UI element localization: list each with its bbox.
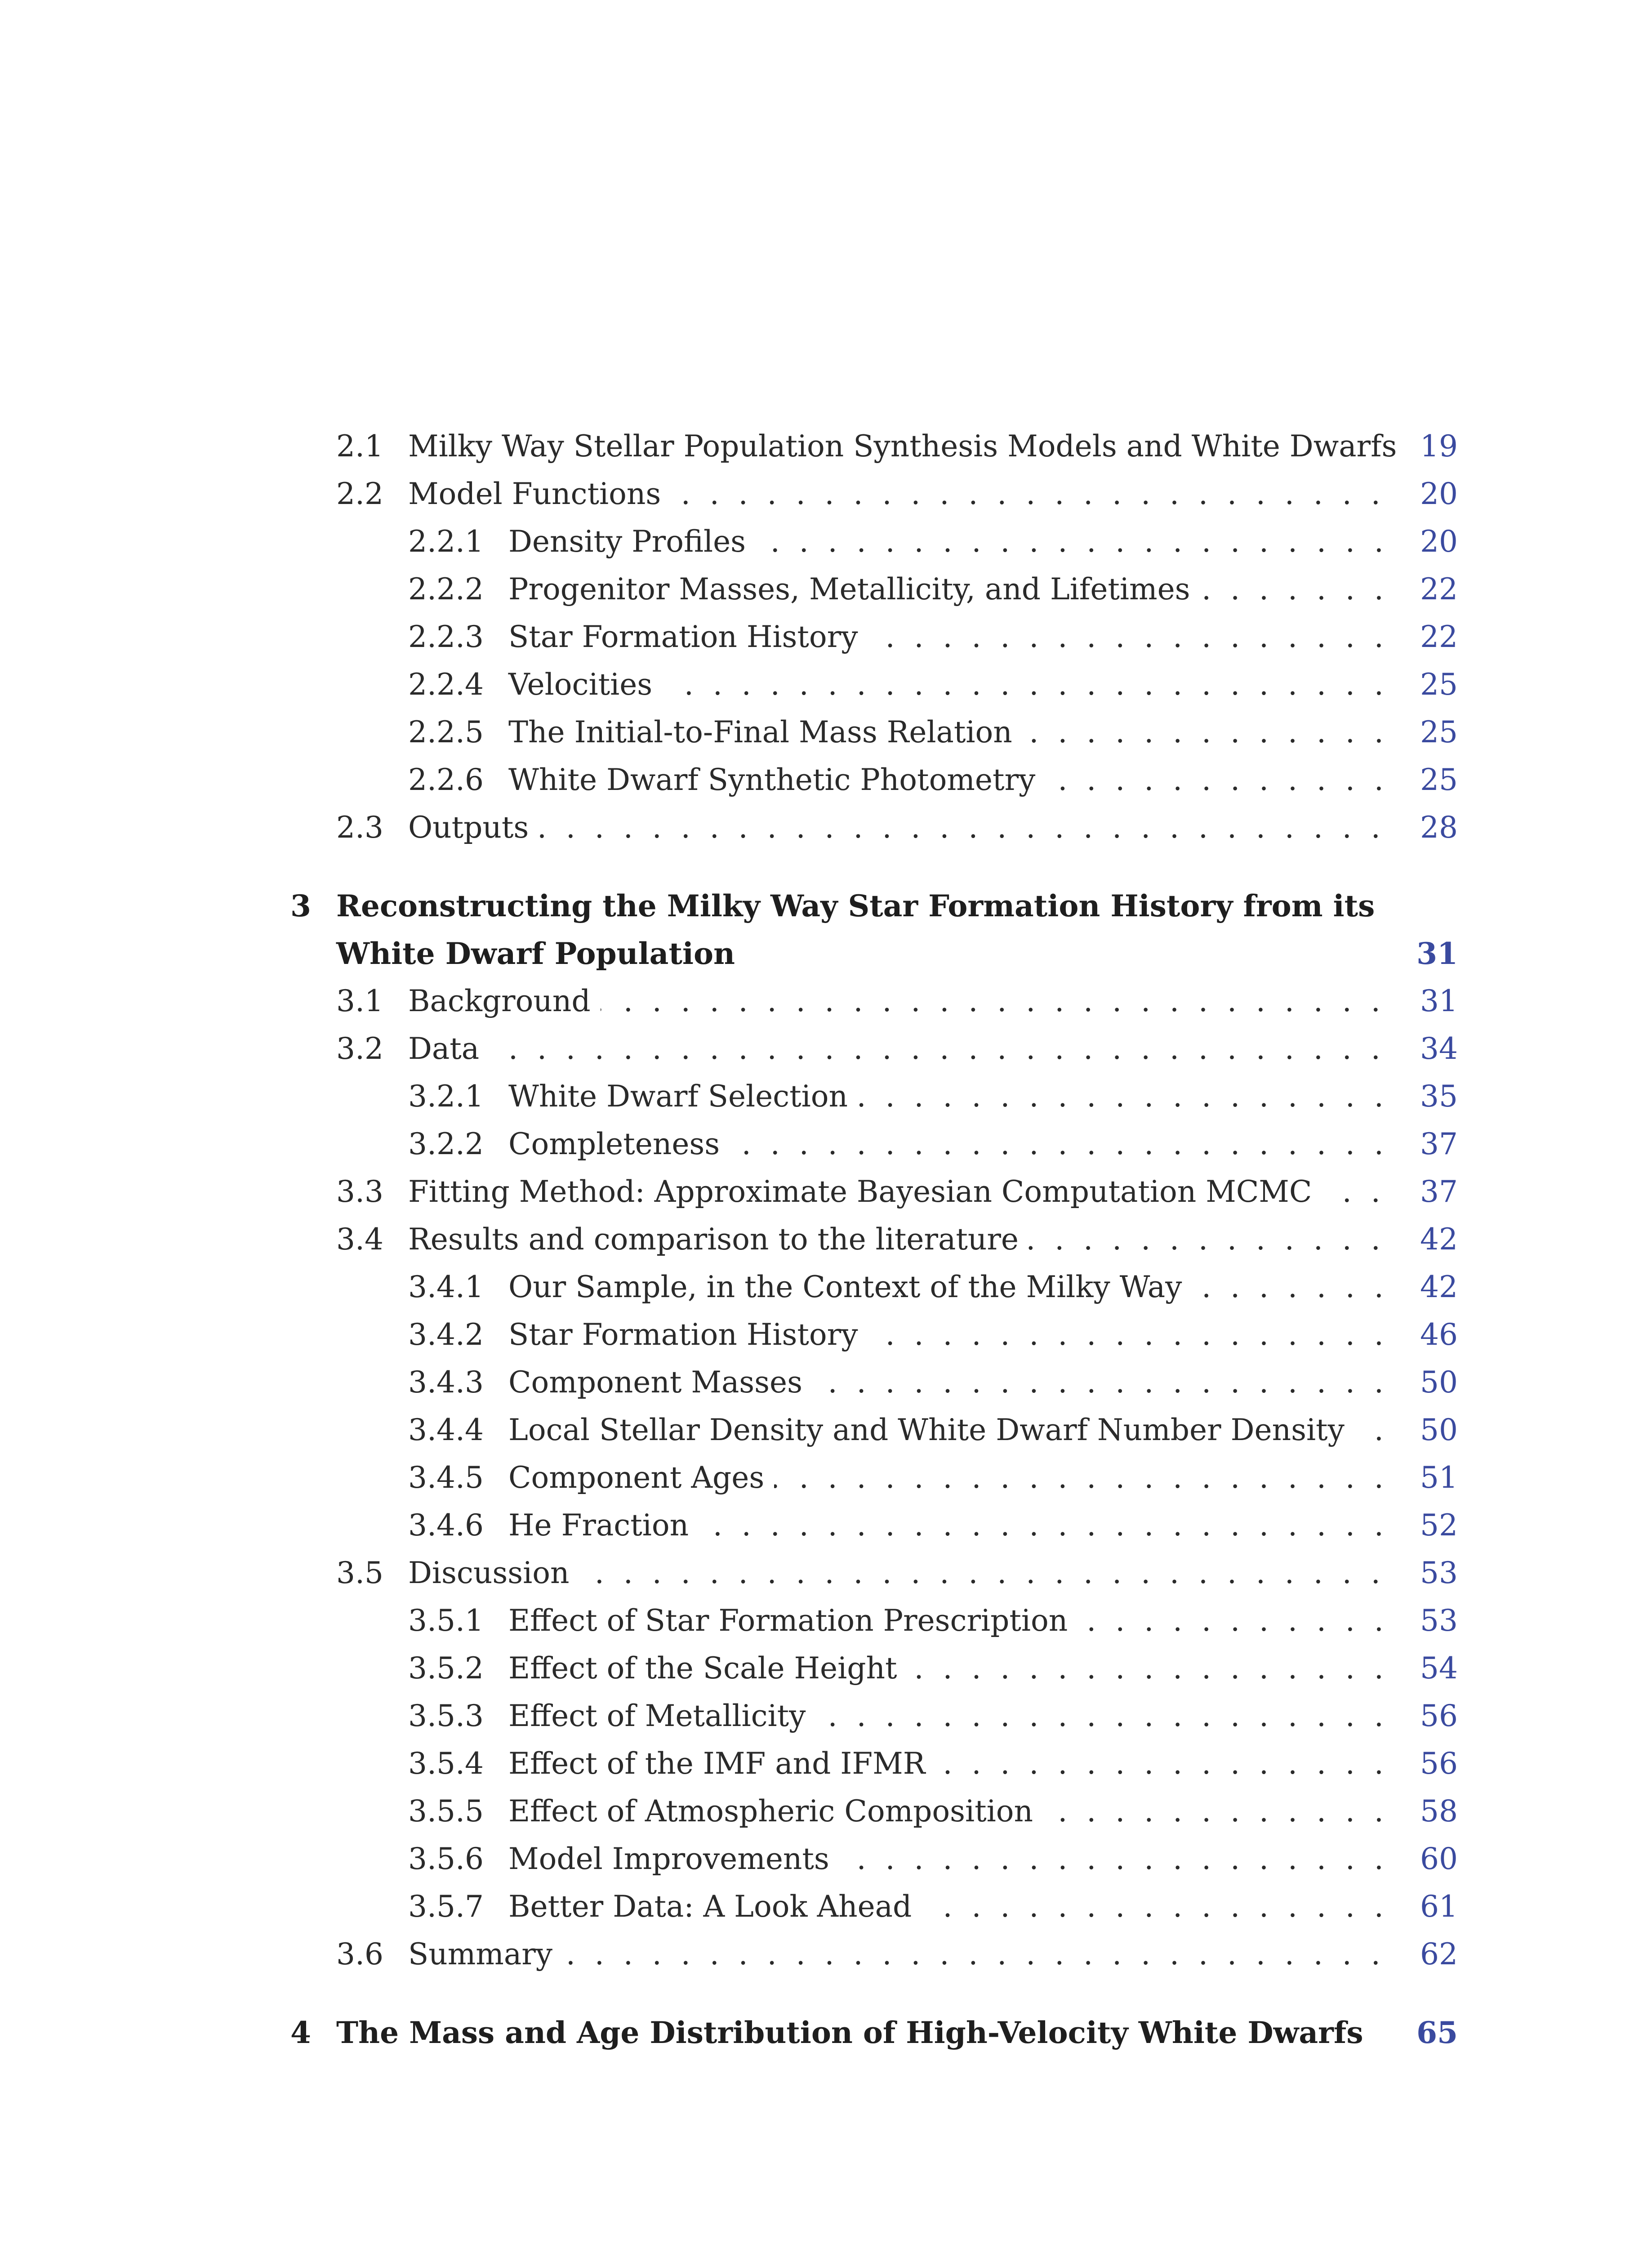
toc-page-link[interactable]: 61 [1420, 1889, 1458, 1924]
toc-section-title: Discussion [408, 1549, 579, 1597]
toc-entry-3-5[interactable] [0, 1549, 1652, 1597]
toc-section-number: 2.2.5 [408, 715, 484, 749]
toc-section-number: 3.4.2 [408, 1317, 484, 1352]
toc-entry-2-3[interactable] [0, 804, 1652, 852]
toc-section-title: Local Stellar Density and White Dwarf Number Density [508, 1406, 1354, 1454]
toc-section-title: Background [408, 977, 601, 1025]
toc-section-number: 3.2.1 [408, 1079, 484, 1114]
toc-page-link[interactable]: 37 [1420, 1174, 1458, 1209]
toc-page-link[interactable]: 56 [1420, 1746, 1458, 1781]
toc-section-title: Component Masses [508, 1359, 812, 1406]
toc-page-link[interactable]: 62 [1420, 1937, 1458, 1971]
toc-entry-2-2-6[interactable] [0, 756, 1652, 804]
toc-entry-3-4-4[interactable] [0, 1406, 1652, 1454]
toc-page-link[interactable]: 31 [1420, 984, 1458, 1018]
toc-section-number: 2.3 [336, 810, 383, 845]
toc-section-number: 3.2 [336, 1031, 383, 1066]
toc-page-link[interactable]: 54 [1420, 1651, 1458, 1686]
toc-section-number: 3.5.6 [408, 1842, 484, 1876]
toc-page-link[interactable]: 20 [1420, 477, 1458, 511]
toc-section-title: He Fraction [508, 1502, 699, 1549]
toc-chapter-title: Reconstructing the Milky Way Star Formation History from its [336, 888, 1375, 923]
toc-page-link[interactable]: 56 [1420, 1699, 1458, 1733]
toc-section-number: 3.5.4 [408, 1746, 484, 1781]
toc-entry-3-5-6[interactable] [0, 1835, 1652, 1883]
toc-section-title: Model Functions [408, 470, 671, 518]
toc-section-title: The Initial-to-Final Mass Relation [508, 709, 1022, 756]
toc-section-number: 3.5 [336, 1556, 383, 1590]
toc-page-link[interactable]: 42 [1420, 1270, 1458, 1304]
toc-page-link[interactable]: 58 [1420, 1794, 1458, 1829]
toc-section-title: Outputs [408, 804, 539, 852]
toc-section-title: Model Improvements [508, 1835, 839, 1883]
toc-entry-2-2-1[interactable] [0, 518, 1652, 566]
toc-entry-3-3[interactable] [0, 1168, 1652, 1216]
toc-entry-3-2-2[interactable] [0, 1120, 1652, 1168]
toc-page-link[interactable]: 42 [1420, 1222, 1458, 1257]
toc-section-number: 3.5.2 [408, 1651, 484, 1686]
toc-page-link[interactable]: 19 [1420, 429, 1458, 464]
toc-page-link[interactable]: 51 [1420, 1460, 1458, 1495]
toc-chapter-number: 3 [290, 888, 311, 923]
toc-section-title: Better Data: A Look Ahead [508, 1883, 922, 1931]
toc-section-number: 3.4.3 [408, 1365, 484, 1400]
toc-page-link[interactable]: 34 [1420, 1031, 1458, 1066]
toc-section-title: Fitting Method: Approximate Bayesian Computation MCMC [408, 1168, 1322, 1216]
toc-page-link[interactable]: 50 [1420, 1365, 1458, 1400]
toc-page-link[interactable]: 52 [1420, 1508, 1458, 1543]
toc-section-number: 3.5.5 [408, 1794, 484, 1829]
dot-leader [508, 1025, 1384, 1073]
toc-chapter-title: The Mass and Age Distribution of High-Velocity White Dwarfs [336, 2015, 1363, 2050]
toc-section-number: 2.2.2 [408, 572, 484, 607]
toc-page-link[interactable]: 25 [1420, 667, 1458, 702]
toc-section-number: 3.4.1 [408, 1270, 484, 1304]
toc-chapter-3-line1[interactable] [0, 882, 1652, 930]
toc-entry-3-2-1[interactable] [0, 1073, 1652, 1120]
toc-page-link[interactable]: 37 [1420, 1127, 1458, 1161]
toc-entry-3-5-2[interactable] [0, 1645, 1652, 1692]
toc-section-title: Effect of Star Formation Prescription [508, 1597, 1078, 1645]
toc-entry-3-6[interactable] [0, 1931, 1652, 1978]
toc-entry-2-2[interactable] [0, 470, 1652, 518]
toc-page-link[interactable]: 25 [1420, 763, 1458, 797]
toc-page-link[interactable]: 22 [1420, 620, 1458, 654]
dot-leader [508, 977, 1384, 1025]
toc-section-title: Component Ages [508, 1454, 774, 1502]
toc-chapter-number: 4 [290, 2015, 311, 2050]
dot-leader [598, 661, 1384, 709]
toc-page-link[interactable]: 22 [1420, 572, 1458, 607]
toc-entry-3-4[interactable] [0, 1216, 1652, 1263]
toc-entry-3-2[interactable] [0, 1025, 1652, 1073]
toc-section-number: 3.5.3 [408, 1699, 484, 1733]
toc-section-number: 3.5.1 [408, 1603, 484, 1638]
toc-page-link[interactable]: 35 [1420, 1079, 1458, 1114]
toc-section-title: Effect of Atmospheric Composition [508, 1788, 1043, 1835]
dot-leader [508, 804, 1384, 852]
toc-entry-3-4-3[interactable] [0, 1359, 1652, 1406]
toc-section-number: 2.2.3 [408, 620, 484, 654]
toc-entry-3-4-6[interactable] [0, 1502, 1652, 1549]
toc-page-link[interactable]: 46 [1420, 1317, 1458, 1352]
dot-leader [508, 1549, 1384, 1597]
dot-leader [508, 1931, 1384, 1978]
toc-section-number: 3.4.4 [408, 1413, 484, 1447]
toc-entry-2-1[interactable] [0, 423, 1652, 470]
toc-section-number: 3.2.2 [408, 1127, 484, 1161]
toc-section-number: 2.2.6 [408, 763, 484, 797]
toc-entry-3-4-5[interactable] [0, 1454, 1652, 1502]
toc-chapter-3-line2[interactable] [0, 930, 1652, 977]
toc-section-number: 2.2.4 [408, 667, 484, 702]
toc-page-link[interactable]: 65 [1416, 2015, 1458, 2050]
toc-entry-3-5-1[interactable] [0, 1597, 1652, 1645]
toc-section-number: 3.6 [336, 1937, 383, 1971]
toc-section-number: 2.2.1 [408, 524, 484, 559]
toc-section-title: Star Formation History [508, 613, 868, 661]
toc-entry-3-5-4[interactable] [0, 1740, 1652, 1788]
toc-section-title: Effect of the Scale Height [508, 1645, 907, 1692]
toc-page-link[interactable]: 53 [1420, 1603, 1458, 1638]
toc-page-link[interactable]: 31 [1416, 936, 1458, 971]
toc-entry-3-1[interactable] [0, 977, 1652, 1025]
toc-section-title: Density Profiles [508, 518, 756, 566]
toc-section-title: White Dwarf Selection [508, 1073, 858, 1120]
toc-entry-2-2-2[interactable] [0, 566, 1652, 613]
toc-section-title: Velocities [508, 661, 662, 709]
toc-entry-2-2-5[interactable] [0, 709, 1652, 756]
toc-section-title: Completeness [508, 1120, 730, 1168]
toc-entry-2-2-4[interactable] [0, 661, 1652, 709]
toc-entry-3-4-1[interactable] [0, 1263, 1652, 1311]
toc-entry-3-5-3[interactable] [0, 1692, 1652, 1740]
toc-section-number: 3.4.6 [408, 1508, 484, 1543]
toc-section-number: 2.1 [336, 429, 383, 464]
toc-section-title: Progenitor Masses, Metallicity, and Lifetimes [508, 566, 1200, 613]
toc-section-number: 3.3 [336, 1174, 383, 1209]
toc-section-number: 3.4.5 [408, 1460, 484, 1495]
toc-section-title: Summary [408, 1931, 562, 1978]
toc-entry-3-5-7[interactable] [0, 1883, 1652, 1931]
toc-section-number: 3.4 [336, 1222, 383, 1257]
toc-section-number: 2.2 [336, 477, 383, 511]
toc-section-title: Milky Way Stellar Population Synthesis Models and White Dwarfs [408, 423, 1407, 470]
toc-section-title: Results and comparison to the literature [408, 1216, 1029, 1263]
toc-page-link[interactable]: 53 [1420, 1556, 1458, 1590]
toc-chapter-4[interactable] [0, 2009, 1652, 2056]
toc-section-title: Star Formation History [508, 1311, 868, 1359]
toc-chapter-title-continued: White Dwarf Population [336, 936, 735, 971]
toc-section-title: White Dwarf Synthetic Photometry [508, 756, 1045, 804]
toc-section-number: 3.1 [336, 984, 383, 1018]
toc-page-link[interactable]: 25 [1420, 715, 1458, 749]
toc-page-link[interactable]: 50 [1420, 1413, 1458, 1447]
toc-section-title: Effect of the IMF and IFMR [508, 1740, 935, 1788]
toc-entry-2-2-3[interactable] [0, 613, 1652, 661]
toc-section-title: Effect of Metallicity [508, 1692, 815, 1740]
toc-entry-3-5-5[interactable] [0, 1788, 1652, 1835]
toc-section-title: Data [408, 1025, 489, 1073]
toc-section-number: 3.5.7 [408, 1889, 484, 1924]
dot-leader [598, 1502, 1384, 1549]
toc-page-link[interactable]: 60 [1420, 1842, 1458, 1876]
toc-entry-3-4-2[interactable] [0, 1311, 1652, 1359]
toc-section-title: Our Sample, in the Context of the Milky Way [508, 1263, 1192, 1311]
toc-page-link[interactable]: 20 [1420, 524, 1458, 559]
toc-page-link[interactable]: 28 [1420, 810, 1458, 845]
